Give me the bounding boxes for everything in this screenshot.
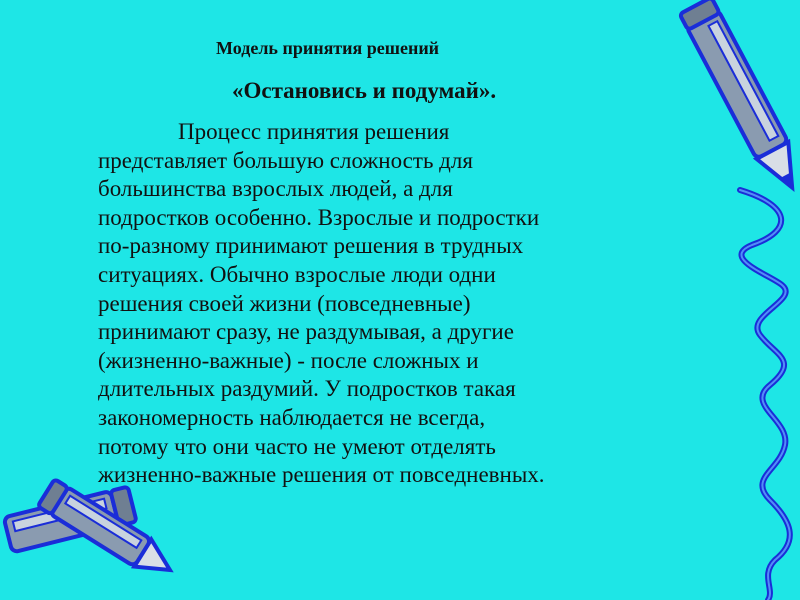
pencils-bottom-left-icon bbox=[4, 479, 179, 584]
slide-subtitle: «Остановись и подумай». bbox=[232, 78, 497, 103]
body-paragraph bbox=[98, 118, 738, 490]
slide-title: Модель принятия решений bbox=[216, 38, 440, 58]
body-line: ситуациях. Обычно взрослые люди одни bbox=[98, 261, 496, 287]
body-line: потому что они часто не умеют отделять bbox=[98, 433, 496, 459]
body-line: длительных раздумий. У подростков такая bbox=[98, 376, 516, 402]
body-line: принимают сразу, не раздумывая, а другие bbox=[98, 319, 514, 345]
body-line: большинства взрослых людей, а для bbox=[98, 176, 453, 202]
body-line: закономерность наблюдается не всегда, bbox=[98, 404, 486, 430]
body-line: подростков особенно. Взрослые и подростки bbox=[98, 204, 540, 230]
body-line: жизненно-важные решения от повседневных. bbox=[98, 462, 545, 488]
body-line: решения своей жизни (повседневные) bbox=[98, 290, 471, 316]
body-line: (жизненно-важные) - после сложных и bbox=[98, 347, 479, 373]
body-line: представляет большую сложность для bbox=[98, 147, 473, 173]
blue-squiggle bbox=[740, 190, 790, 600]
body-line: Процесс принятия решения bbox=[178, 119, 450, 144]
body-line: по-разному принимают решения в трудных bbox=[98, 233, 524, 259]
